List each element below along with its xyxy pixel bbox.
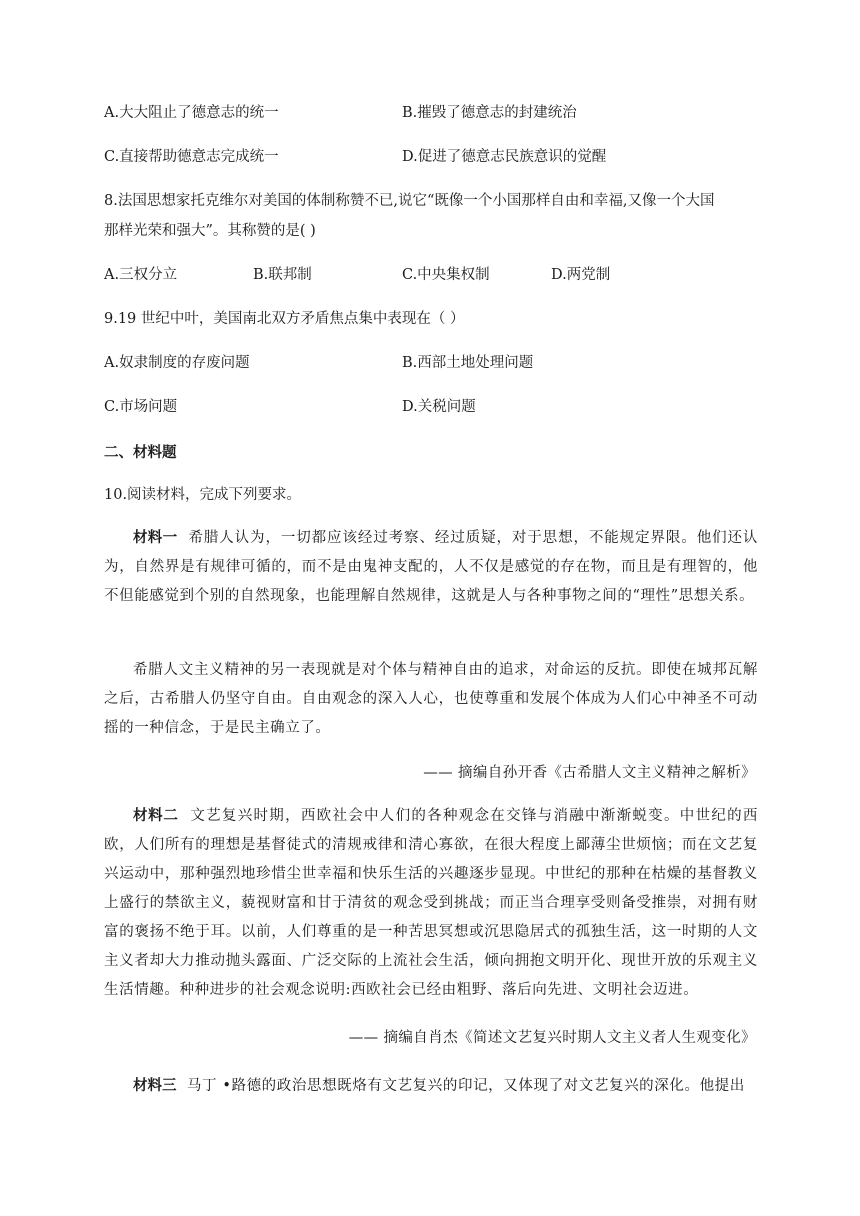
q8-option-a[interactable]: A.三权分立 bbox=[104, 267, 178, 283]
material1-text2: 希腊人文主义精神的另一表现就是对个体与精神自由的追求，对命运的反抗。即使在城邦瓦解之后，古希腊人仍坚守自由。自由观念的深入人心，也使尊重和发展个体成为人们心中神圣不可动摇的一种信念，于是民主确立了。 bbox=[104, 662, 758, 736]
q9-option-d[interactable]: D.关税问题 bbox=[402, 399, 476, 415]
material2-paragraph bbox=[104, 802, 758, 1005]
q8-stem-line1: 8.法国思想家托克维尔对美国的体制称赞不已,说它“既像一个小国那样自由和幸福,又像一个大国 bbox=[104, 193, 715, 209]
material1-source: —— 摘编自孙开香《古希腊人文主义精神之解析》 bbox=[423, 765, 756, 781]
q8-option-c[interactable]: C.中央集权制 bbox=[402, 267, 490, 283]
material2-label: 材料二 bbox=[133, 808, 179, 824]
material1-paragraph2 bbox=[104, 656, 758, 743]
q8-option-d[interactable]: D.两党制 bbox=[551, 267, 611, 283]
q9-stem: 9.19 世纪中叶，美国南北双方矛盾焦点集中表现在（ ） bbox=[104, 311, 465, 327]
q9-option-a[interactable]: A.奴隶制度的存废问题 bbox=[104, 355, 250, 371]
q9-option-b[interactable]: B.西部土地处理问题 bbox=[402, 355, 534, 371]
material2-text: 文艺复兴时期，西欧社会中人们的各种观念在交锋与消融中渐渐蜕变。中世纪的西欧，人们所有的理想是基督徒式的清规戒律和清心寡欲，在很大程度上鄙薄尘世烦恼；而在文艺复兴运动中，那种强烈地珍惜尘世幸福和快乐生活的兴趣逐步显现。中世纪的那种在枯燥的基督教义上盛行的禁欲主义，藐视财富和甘于清贫的观念受到挑战；而正当合理享受则备受推崇，对拥有财富的褒扬不绝于耳。以前，人们尊重的是一种苦思冥想或沉思隐居式的孤独生活，这一时期的人文主义者却大力推动抛头露面、广泛交际的上流社会生活，倾向拥抱文明开化、现世开放的乐观主义生活情趣。种种进步的社会观念说明:西欧社会已经由粗野、落后向先进、文明社会迈进。 bbox=[104, 808, 758, 998]
q7-option-c[interactable]: C.直接帮助德意志完成统一 bbox=[104, 149, 279, 165]
q8-stem-line2: 那样光荣和强大”。其称赞的是( ) bbox=[104, 223, 316, 239]
q7-option-d[interactable]: D.促进了德意志民族意识的觉醒 bbox=[402, 149, 607, 165]
q9-option-c[interactable]: C.市场问题 bbox=[104, 399, 178, 415]
material3-label: 材料三 bbox=[133, 1078, 177, 1094]
material1-paragraph bbox=[104, 524, 758, 611]
material3-paragraph bbox=[104, 1072, 758, 1101]
q7-option-b[interactable]: B.摧毁了德意志的封建统治 bbox=[402, 105, 577, 121]
section-heading: 二、材料题 bbox=[104, 445, 177, 461]
material1-label: 材料一 bbox=[133, 530, 178, 546]
material1-text: 希腊人认为，一切都应该经过考察、经过质疑，对于思想，不能规定界限。他们还认为，自然界是有规律可循的，而不是由鬼神支配的，人不仅是感觉的存在物，而且是有理智的，他不但能感觉到个别的自然现象，也能理解自然规律，这就是人与各种事物之间的“理性”思想关系。 bbox=[104, 530, 758, 604]
q8-option-b[interactable]: B.联邦制 bbox=[253, 267, 312, 283]
q10-stem: 10.阅读材料，完成下列要求。 bbox=[104, 487, 302, 503]
q7-option-a[interactable]: A.大大阻止了德意志的统一 bbox=[104, 105, 279, 121]
material2-source: —— 摘编自肖杰《简述文艺复兴时期人文主义者人生观变化》 bbox=[348, 1030, 756, 1046]
material3-text: 马丁 •路德的政治思想既烙有文艺复兴的印记，又体现了对文艺复兴的深化。他提出 bbox=[186, 1078, 745, 1094]
